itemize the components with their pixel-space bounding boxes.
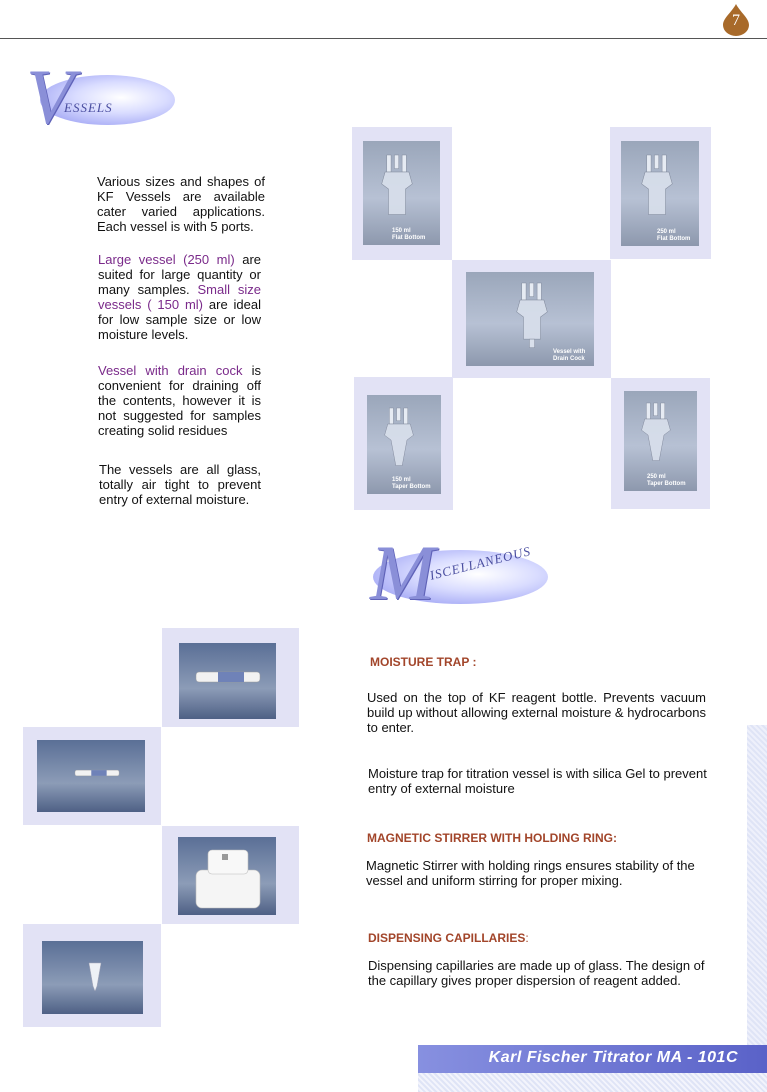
glass-vessel-icon xyxy=(640,397,672,473)
vessel-caption: Vessel with Drain Cock xyxy=(553,349,586,362)
capillaries-description: Dispensing capillaries are made up of glass. The design of the capillary gives proper dispersion of reagent added. xyxy=(368,958,705,988)
glass-vessel-icon xyxy=(380,150,414,228)
moisture-trap-tube-icon xyxy=(74,768,122,778)
capillaries-title: DISPENSING CAPILLARIES: xyxy=(368,931,529,945)
moisture-trap-vessel-description: Moisture trap for titration vessel is with silica Gel to prevent entry of external moisture xyxy=(368,766,707,796)
vessels-intro: Various sizes and shapes of KF Vessels are available cater varied applications. Each vessel is with 5 ports. xyxy=(97,174,265,234)
vessels-glass: The vessels are all glass, totally air tight to prevent entry of external moisture. xyxy=(99,462,261,507)
magnetic-stirrer-title: MAGNETIC STIRRER WITH HOLDING RING: xyxy=(367,831,617,845)
moisture-trap-tube-icon xyxy=(194,667,264,687)
vessel-caption: 250 ml Flat Bottom xyxy=(657,229,691,242)
glass-vessel-icon xyxy=(640,150,674,228)
vessels-drain-cock: Vessel with drain cock is convenient for draining off the contents, however it is not suggested for samples creating solid residues xyxy=(98,363,261,438)
vessels-heading-initial: V xyxy=(26,53,74,140)
header-rule xyxy=(0,38,767,39)
vessel-caption: 250 ml Taper Bottom xyxy=(647,474,686,487)
side-pattern xyxy=(747,725,767,1045)
glass-vessel-icon xyxy=(515,277,549,357)
vessels-sizes: Large vessel (250 ml) are suited for large quantity or many samples. Small size vessels ( 150 ml) are ideal for low sample size or low moisture levels. xyxy=(98,252,262,342)
magnetic-stirrer-description: Magnetic Stirrer with holding rings ensures stability of the vessel and uniform stirring for proper mixing. xyxy=(366,858,695,888)
footer-title: Karl Fischer Titrator MA - 101C xyxy=(488,1049,738,1066)
glass-vessel-icon xyxy=(383,402,415,478)
footer-pattern xyxy=(418,1073,767,1092)
moisture-trap-title: MOISTURE TRAP : xyxy=(370,655,477,669)
misc-heading-text: ISCELLANEOUS xyxy=(428,543,533,583)
capillary-icon xyxy=(88,962,102,992)
vessel-caption: 150 ml Taper Bottom xyxy=(392,477,431,490)
misc-heading-initial: M xyxy=(370,529,435,616)
magnetic-stirrer-icon xyxy=(188,842,268,912)
moisture-trap-description: Used on the top of KF reagent bottle. Prevents vacuum build up without allowing external moisture & hydrocarbons to enter. xyxy=(367,690,706,735)
vessel-caption: 150 ml Flat Bottom xyxy=(392,228,426,241)
vessels-heading-text: ESSELS xyxy=(64,100,113,115)
page-number: 7 xyxy=(732,12,740,29)
